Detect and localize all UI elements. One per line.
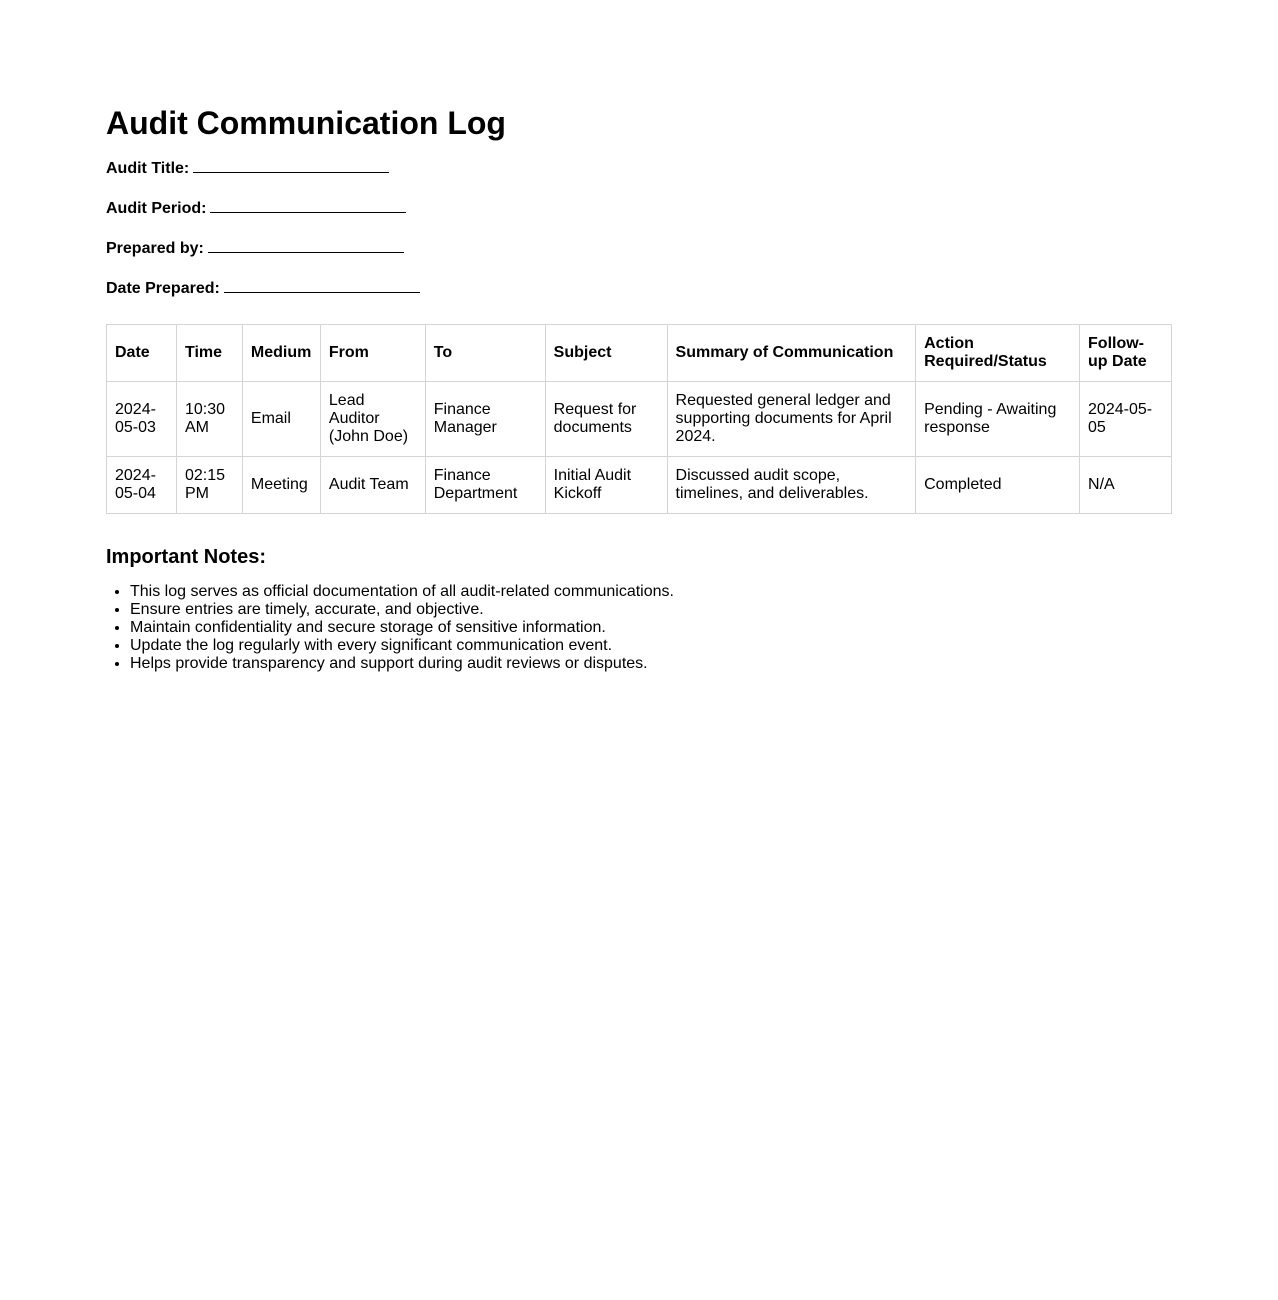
table-cell: Lead Auditor (John Doe)	[320, 382, 425, 457]
prepared-by-field	[106, 237, 404, 259]
table-cell: Discussed audit scope, timelines, and deliverables.	[667, 457, 916, 514]
column-header: Action Required/Status	[916, 325, 1080, 382]
table-cell: 2024-05-05	[1080, 382, 1172, 457]
audit-period-blank-line	[210, 197, 406, 213]
table-cell: 2024-05-04	[107, 457, 177, 514]
column-header: Subject	[545, 325, 667, 382]
date-prepared-blank-line	[224, 277, 420, 293]
table-cell: N/A	[1080, 457, 1172, 514]
table-cell: Email	[242, 382, 320, 457]
date-prepared-label: Date Prepared:	[106, 280, 220, 297]
prepared-by-blank-line	[208, 237, 404, 253]
table-cell: 2024-05-03	[107, 382, 177, 457]
column-header: Date	[107, 325, 177, 382]
page-title: Audit Communication Log	[106, 105, 506, 141]
table-cell: Initial Audit Kickoff	[545, 457, 667, 514]
audit-title-blank-line	[193, 157, 389, 173]
table-cell: Requested general ledger and supporting documents for April 2024.	[667, 382, 916, 457]
table-row	[107, 457, 1172, 514]
list-item: • Helps provide transparency and support during audit reviews or disputes.	[130, 655, 674, 673]
list-item: • Update the log regularly with every significant communication event.	[130, 637, 674, 655]
table-cell: Pending - Awaiting response	[916, 382, 1080, 457]
table-cell: Finance Manager	[425, 382, 545, 457]
table-cell: Meeting	[242, 457, 320, 514]
prepared-by-label: Prepared by:	[106, 240, 204, 257]
column-header: Medium	[242, 325, 320, 382]
column-header: From	[320, 325, 425, 382]
communication-log-table	[106, 324, 1172, 514]
table-cell: Audit Team	[320, 457, 425, 514]
list-item: • This log serves as official documentation of all audit-related communications.	[130, 583, 674, 601]
table-cell: Request for documents	[545, 382, 667, 457]
column-header: To	[425, 325, 545, 382]
table-cell: 02:15 PM	[176, 457, 242, 514]
column-header: Summary of Communication	[667, 325, 916, 382]
table-cell: 10:30 AM	[176, 382, 242, 457]
notes-heading: Important Notes:	[106, 546, 266, 568]
notes-list	[106, 583, 674, 673]
list-item: • Ensure entries are timely, accurate, and objective.	[130, 601, 674, 619]
table-cell: Completed	[916, 457, 1080, 514]
audit-title-label: Audit Title:	[106, 160, 190, 177]
table-cell: Finance Department	[425, 457, 545, 514]
audit-period-field	[106, 197, 406, 219]
table-header-row	[107, 325, 1172, 382]
column-header: Follow-up Date	[1080, 325, 1172, 382]
date-prepared-field	[106, 277, 420, 299]
table-row	[107, 382, 1172, 457]
audit-period-label: Audit Period:	[106, 200, 207, 217]
audit-title-field	[106, 157, 389, 179]
column-header: Time	[176, 325, 242, 382]
list-item: • Maintain confidentiality and secure storage of sensitive information.	[130, 619, 674, 637]
